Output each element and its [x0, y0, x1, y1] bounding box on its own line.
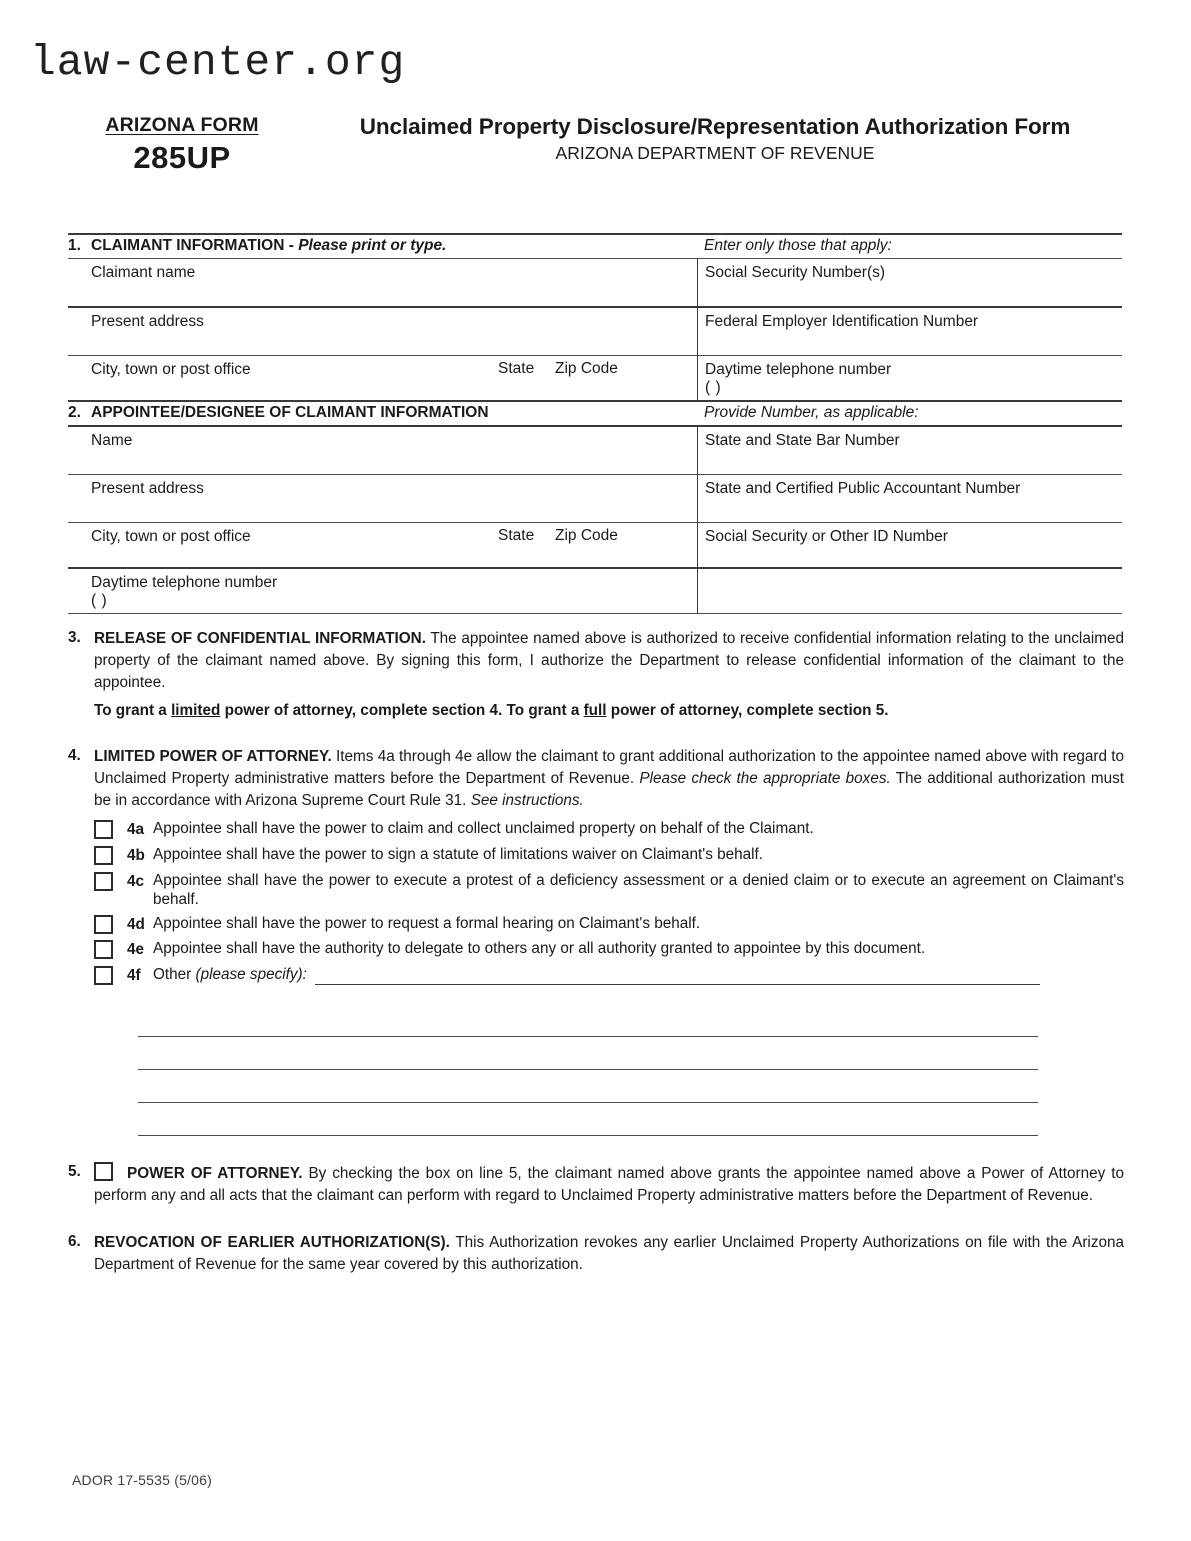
appointee-phone-parens: ( )	[91, 592, 108, 610]
checkbox-4d[interactable]	[94, 915, 113, 934]
list-item[interactable]	[94, 939, 1124, 961]
section-5-text: By checking the box on line 5, the claimant named above grants the appointee named above a Power of Attorney to perform any and all acts that the claimant can perform with regard to Unclaimed Property administrative matters before the Department of Revenue.	[94, 1165, 1124, 1205]
form-number: 285UP	[133, 140, 231, 175]
claimant-phone-parens: ( )	[705, 379, 722, 397]
table-row	[68, 356, 1122, 400]
appointee-phone-label: Daytime telephone number	[91, 574, 278, 591]
item-id-4f: 4f	[127, 967, 141, 985]
checkbox-4b[interactable]	[94, 846, 113, 865]
section-5-body	[94, 1162, 1124, 1207]
emph-pre: To grant a	[94, 701, 172, 719]
section-4-text-1: Items 4a through 4e allow the claimant to grant additional authorization to the appointee named above with regard to Unclaimed Property administrative matters before the Department of Revenue.	[94, 747, 1125, 787]
section-5-number: 5.	[68, 1163, 81, 1181]
checkbox-power-of-attorney[interactable]	[94, 1162, 113, 1181]
claimant-zip-label: Zip Code	[555, 360, 618, 377]
section-4-blank-lines	[94, 1004, 1124, 1136]
agency-subtitle: ARIZONA DEPARTMENT OF REVENUE	[555, 143, 875, 163]
form-title-block	[300, 114, 1130, 164]
claimant-address-label: Present address	[91, 313, 204, 330]
claimant-city-label: City, town or post office	[91, 361, 251, 378]
section-4-number: 4.	[68, 746, 81, 764]
appointee-name-label: Name	[91, 432, 133, 449]
fein-label: Federal Employer Identification Number	[705, 313, 979, 330]
section-4-body	[94, 746, 1124, 1137]
section-1-right-note: Enter only those that apply:	[704, 237, 892, 254]
page-title: Unclaimed Property Disclosure/Representation Authorization Form	[359, 114, 1071, 139]
checkbox-4f[interactable]	[94, 966, 113, 985]
other-label: Other	[153, 966, 196, 984]
item-text-4b: Appointee shall have the power to sign a statute of limitations waiver on Claimant's behalf.	[153, 845, 764, 863]
list-item[interactable]	[94, 914, 1124, 936]
section-1-title-bold: CLAIMANT INFORMATION -	[91, 237, 299, 254]
section-6	[68, 1232, 1124, 1276]
section-5-heading: POWER OF ATTORNEY.	[127, 1165, 303, 1183]
item-id-4b: 4b	[127, 846, 145, 864]
list-item[interactable]	[94, 965, 1124, 987]
section-4-heading: LIMITED POWER OF ATTORNEY.	[94, 747, 332, 765]
section-1-header	[68, 235, 1122, 258]
claimant-state-label: State	[498, 360, 535, 377]
checkbox-4e[interactable]	[94, 940, 113, 959]
table-row	[68, 569, 1122, 613]
appointee-ssn-label: Social Security or Other ID Number	[705, 528, 948, 545]
item-id-4e: 4e	[127, 941, 145, 959]
item-text-4f	[153, 965, 1040, 985]
other-italic: (please specify):	[195, 966, 307, 984]
section-2-right-note: Provide Number, as applicable:	[704, 404, 919, 421]
other-specify-input[interactable]	[315, 970, 1040, 985]
section-3-text: The appointee named above is authorized to receive confidential information relating to the unclaimed property of the claimant named above. By signing this form, I authorize the Department to release confidential information of the claimant to the appointee.	[94, 630, 1124, 692]
claimant-phone-label: Daytime telephone number	[705, 361, 892, 378]
checkbox-4c[interactable]	[94, 872, 113, 891]
section-5	[68, 1162, 1124, 1207]
emph-mid: power of attorney, complete section 4. To grant a	[220, 701, 584, 719]
section-3-body	[94, 628, 1124, 722]
appointee-address-label: Present address	[91, 480, 204, 497]
site-watermark: law-center.org	[30, 38, 406, 87]
section-1-number: 1.	[68, 237, 81, 254]
table-row	[68, 475, 1122, 522]
emph-full: full	[583, 701, 607, 719]
blank-write-line[interactable]	[138, 1037, 1038, 1070]
section-2-title: APPOINTEE/DESIGNEE OF CLAIMANT INFORMATION	[91, 404, 489, 421]
form-sections	[68, 628, 1124, 1276]
arizona-form-label: ARIZONA FORM	[105, 114, 259, 136]
section-6-heading: REVOCATION OF EARLIER AUTHORIZATION(S).	[94, 1233, 450, 1251]
item-text-4d: Appointee shall have the power to request a formal hearing on Claimant's behalf.	[153, 914, 701, 932]
section-4-text-2: The additional authorization must be in accordance with Arizona Supreme Court Rule 31.	[94, 769, 1124, 810]
item-text-4a: Appointee shall have the power to claim and collect unclaimed property on behalf of the Claimant.	[153, 820, 814, 838]
list-item[interactable]	[94, 871, 1124, 911]
section-3-emphasis	[94, 700, 1124, 722]
form-header	[0, 114, 1191, 176]
section-4-checkbox-list	[94, 819, 1124, 987]
cpa-number-label: State and Certified Public Accountant Number	[705, 480, 1021, 497]
section-2-header	[68, 402, 1122, 425]
state-bar-number-label: State and State Bar Number	[705, 432, 900, 449]
item-id-4a: 4a	[127, 821, 145, 839]
section-6-text: This Authorization revokes any earlier Unclaimed Property Authorizations on file with the Arizona Department of Revenue for the same year covered by this authorization.	[94, 1233, 1125, 1273]
blank-write-line[interactable]	[138, 1103, 1038, 1136]
footer-form-code: ADOR 17-5535 (5/06)	[72, 1472, 212, 1488]
section-6-body	[94, 1232, 1124, 1276]
table-row	[68, 259, 1122, 306]
checkbox-4a[interactable]	[94, 820, 113, 839]
section-1-title	[91, 237, 446, 255]
table-bottom-rule	[68, 613, 1122, 614]
section-3-number: 3.	[68, 629, 81, 646]
item-text-4e: Appointee shall have the authority to delegate to others any or all authority granted to appointee by this document.	[153, 940, 926, 958]
item-id-4c: 4c	[127, 872, 145, 890]
appointee-state-label: State	[498, 527, 535, 544]
ssn-label: Social Security Number(s)	[705, 264, 886, 281]
emph-post: power of attorney, complete section 5.	[606, 701, 889, 719]
emph-limited: limited	[171, 701, 221, 719]
list-item[interactable]	[94, 845, 1124, 867]
section-4	[68, 746, 1124, 1137]
table-row	[68, 427, 1122, 474]
appointee-city-label: City, town or post office	[91, 528, 251, 545]
section-3	[68, 628, 1124, 722]
table-row	[68, 523, 1122, 567]
section-1-title-italic: Please print or type.	[298, 237, 447, 254]
item-id-4d: 4d	[127, 915, 145, 933]
section-2-number: 2.	[68, 404, 81, 421]
table-row	[68, 308, 1122, 355]
section-4-text-italic-2: See instructions.	[470, 792, 584, 810]
item-text-4c: Appointee shall have the power to execute a protest of a deficiency assessment or a denied claim or to execute an agreement on Claimant's behalf.	[153, 871, 1124, 909]
section-3-heading: RELEASE OF CONFIDENTIAL INFORMATION.	[94, 630, 426, 647]
list-item[interactable]	[94, 819, 1124, 841]
section-4-text-italic: Please check the appropriate boxes.	[639, 769, 891, 787]
blank-write-line[interactable]	[138, 1004, 1038, 1037]
blank-write-line[interactable]	[138, 1070, 1038, 1103]
claimant-name-label: Claimant name	[91, 264, 196, 281]
section-6-number: 6.	[68, 1232, 81, 1250]
appointee-zip-label: Zip Code	[555, 527, 618, 544]
claimant-appointee-table	[68, 233, 1122, 614]
form-identifier	[62, 114, 302, 176]
